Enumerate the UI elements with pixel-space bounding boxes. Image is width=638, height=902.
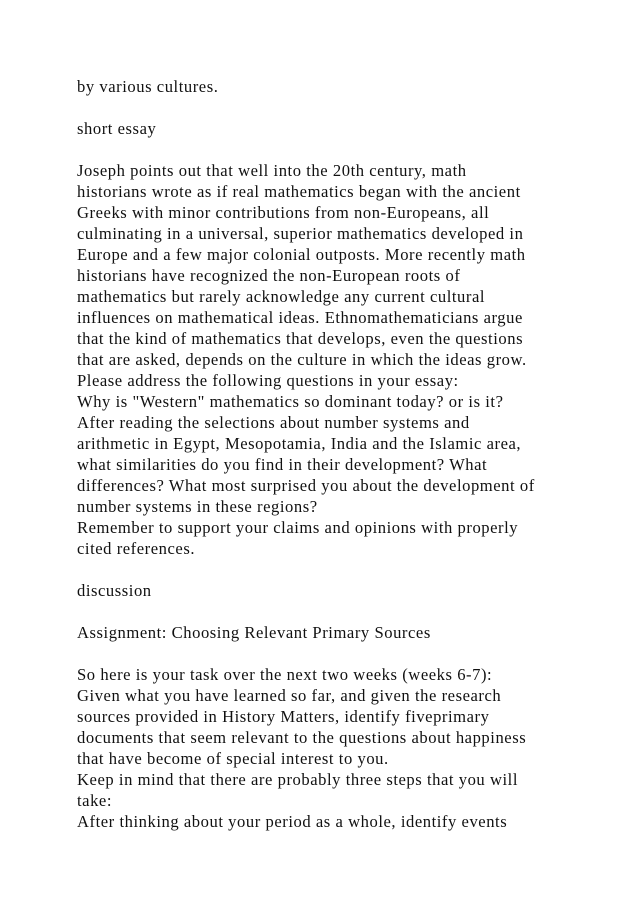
- body-line: that the kind of mathematics that develops, even the questions: [77, 329, 524, 348]
- body-line: culminating in a universal, superior mathematics developed in: [77, 224, 524, 243]
- body-line: cited references.: [77, 539, 196, 558]
- body-line: Remember to support your claims and opinions with properly: [77, 518, 519, 537]
- section-label-short-essay: short essay: [77, 119, 157, 138]
- body-line: Please address the following questions in your essay:: [77, 371, 459, 390]
- section-label-discussion: discussion: [77, 581, 152, 600]
- assignment-title: Assignment: Choosing Relevant Primary Sources: [77, 623, 431, 642]
- body-line: Why is "Western" mathematics so dominant today? or is it?: [77, 392, 504, 411]
- body-line: that are asked, depends on the culture in which the ideas grow.: [77, 350, 527, 369]
- body-line: Given what you have learned so far, and given the research: [77, 686, 502, 705]
- blank-line: [77, 601, 597, 622]
- blank-line: [77, 643, 597, 664]
- body-line: After reading the selections about number systems and: [77, 413, 470, 432]
- document-body: [77, 76, 597, 832]
- body-line: Joseph points out that well into the 20th century, math: [77, 161, 467, 180]
- body-line: Greeks with minor contributions from non-Europeans, all: [77, 203, 490, 222]
- body-line: mathematics but rarely acknowledge any current cultural: [77, 287, 486, 306]
- body-line: Keep in mind that there are probably three steps that you will: [77, 770, 518, 789]
- body-line: differences? What most surprised you about the development of: [77, 476, 535, 495]
- body-line: historians have recognized the non-European roots of: [77, 266, 461, 285]
- body-line: number systems in these regions?: [77, 497, 318, 516]
- body-line: influences on mathematical ideas. Ethnomathematicians argue: [77, 308, 523, 327]
- body-line: take:: [77, 791, 112, 810]
- body-line: arithmetic in Egypt, Mesopotamia, India and the Islamic area,: [77, 434, 522, 453]
- body-line: that have become of special interest to you.: [77, 749, 389, 768]
- body-line: by various cultures.: [77, 77, 219, 96]
- body-line: So here is your task over the next two weeks (weeks 6-7):: [77, 665, 493, 684]
- body-line: what similarities do you find in their development? What: [77, 455, 488, 474]
- body-line: After thinking about your period as a whole, identify events: [77, 812, 508, 831]
- blank-line: [77, 559, 597, 580]
- body-line: Europe and a few major colonial outposts. More recently math: [77, 245, 526, 264]
- blank-line: [77, 97, 597, 118]
- body-line: historians wrote as if real mathematics began with the ancient: [77, 182, 521, 201]
- blank-line: [77, 139, 597, 160]
- body-line: documents that seem relevant to the questions about happiness: [77, 728, 527, 747]
- body-line: sources provided in History Matters, identify fiveprimary: [77, 707, 490, 726]
